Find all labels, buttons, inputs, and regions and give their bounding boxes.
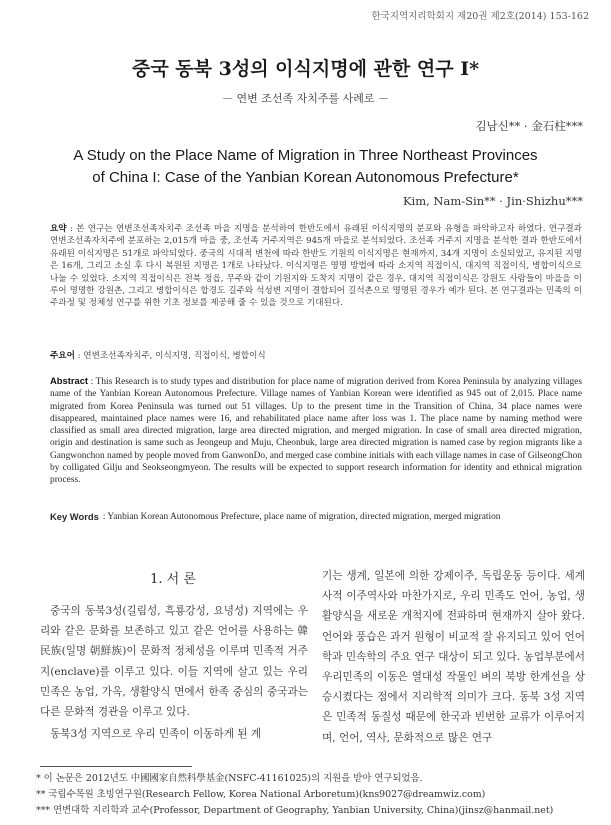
abstract-english-label: Abstract xyxy=(50,375,89,386)
authors-english: Kim, Nam-Sin** · Jin·Shizhu*** xyxy=(402,194,583,208)
title-english-line1: A Study on the Place Name of Migration in Three Northeast Provinces xyxy=(73,147,538,164)
keywords-korean-label: 주요어 xyxy=(50,350,75,360)
keywords-korean-text: : 연변조선족자치주, 이식지명, 직접이식, 병합이식 xyxy=(74,351,266,361)
footnote-funding: * 이 논문은 2012년도 中國國家自然科學基金(NSFC-41161025)의 지원을 받아 연구되었음. xyxy=(36,773,423,784)
intro-paragraph-continued: 기는 생계, 일본에 의한 강제이주, 독립운동 등이다. 세계사적 이주역사와 마찬가지로, 우리 민족도 언어, 농업, 생활양식을 새로운 개척지에 전파하며 현재까지 살아 왔다. 언어와 풍습은 과거 원형이 비교적 잘 유지되고 있어 언어학과 민속학의 주요 연구 대상이 되고 있다. 농업부분에서 우리민족의 이동은 열대성 작물인 벼의 북방 한계선을 상승시켰다는 점에서 지리학적 의미가 크다. 동북 3성 지역은 민족적 동질성 때문에 한국과 빈번한 교류가 이루어지며, 언어, 역사, 문화적으로 많은 연구 xyxy=(322,570,585,744)
abstract-korean-text: : 본 연구는 연변조선족자치주 조선족 마을 지명을 분석하여 한반도에서 유래된 이식지명의 분포와 유형을 파악하고자 하였다. 연구결과 연변조선족자치주에 분포하는 2,015개 마을 중, 조선족 거주지역은 945개 마을로 분석되었다. 조선족 거주지 지명을 분석한 결과 한반도에서 유래된 이식지명은 51개로 파악되었다. 중국의 시대적 변천에 따라 한반도 기원의 이식지명은 현재까지, 34개 지명이 소실되었고, 유지된 지명은 16개, 그리고 소실 후 다시 복원된 지명은 1개로 나타났다. 이식지명은 명명 방법에 따라 소지역 직접이식, 대지역 직접이식, 병합이식으로 나눌 수 있었다. 소지역 직접이식은 전북 정읍, 무주와 같이 기원지와 도착지 지명이 같은 경우, 대지역 직접이식은 강원도 사람들이 마을을 이루어 명명한 강원촌, 그리고 병합이식은 합경도 길주와 석성변 지명이 결합되어 길석촌으로 명명된 경우가 예가 된다. 본 연구결과는 민족의 이주과정 및 정체성 연구를 위한 기초 정보를 제공해 줄 수 있을 것으로 기대된다. xyxy=(50,224,582,309)
keywords-korean xyxy=(50,349,582,361)
subtitle-korean: － 연변 조선족 자치주를 사례로 － xyxy=(222,92,389,105)
abstract-korean-label: 요약 xyxy=(50,223,67,233)
intro-paragraph-2: 동북3성 지역으로 우리 민족이 이동하게 된 계 xyxy=(50,728,262,741)
section-heading-introduction: 1. 서 론 xyxy=(150,572,196,587)
intro-paragraph-1: 중국의 동북3성(길림성, 흑룡강성, 요녕성) 지역에는 우리와 같은 문화를 보존하고 있고 같은 언어를 사용하는 韓民族(일명 朝鮮族)이 문화적 정체성을 이루며 민족적 거주지(enclave)를 이루고 있다. 이들 지역에 살고 있는 우리 민족은 농업, 가옥, 생활양식 면에서 한족 중심의 중국과는 다른 문화적 경관을 이루고 있다. xyxy=(40,605,308,719)
abstract-korean xyxy=(50,222,582,310)
footnotes xyxy=(36,771,586,819)
title-english-line2: of China I: Case of the Yanbian Korean Autonomous Prefecture* xyxy=(92,169,519,186)
title-english xyxy=(20,145,591,189)
body-column-right xyxy=(322,566,585,748)
body-column-left xyxy=(40,601,308,746)
abstract-english xyxy=(50,375,582,487)
authors-korean: 김남신** · 金石柱*** xyxy=(475,119,583,133)
footnote-author-2: *** 연변대학 지리학과 교수(Professor, Department of Geography, Yanbian University, China)(jinsz@hanmail.net) xyxy=(36,805,554,816)
keywords-english-text: : Yanbian Korean Autonomous Prefecture, place name of migration, directed migration, merged migration xyxy=(102,512,501,522)
footnote-author-1: ** 국립수목원 초빙연구원(Research Fellow, Korea National Arboretum)(kns9027@dreamwiz.com) xyxy=(36,789,486,800)
title-korean: 중국 동북 3성의 이식지명에 관한 연구 I* xyxy=(131,58,480,80)
keywords-english-label: Key Words xyxy=(50,511,99,522)
footnote-divider xyxy=(40,766,192,767)
journal-header: 한국지역지리학회지 제20권 제2호(2014) 153-162 xyxy=(371,11,589,22)
keywords-english xyxy=(50,511,582,524)
abstract-english-text: : This Research is to study types and distribution for place name of migration derived from Korea Peninsula by analyzing villages name of the Yanbian Korean Autonomous Prefecture. Village names of Yanbian Korean were identified as 945 out of 2,015. Place name migrated from Korea Peninsula was turned out 51 villages. Up to the present time in the Transition of China, 34 place names were disappeared, maintained place names were 16, and rehabilitated place name after loss was 1. The place name by naming method were classified as small area directed migration, large area directed migration, and merged migration. In case of small area directed migration, origin and destination is same such as Jeongeup and Muju, Cheonbuk, large area directed migration is named case by region migrants like a Gangwonchon named by people moved from GanwonDo, and merged case combine initials with each village names in case of GilseongChon by colligated Gilju and Seokseongmyeon. The results will be expected to support research information for identity and ethnical migration process. xyxy=(50,377,582,486)
